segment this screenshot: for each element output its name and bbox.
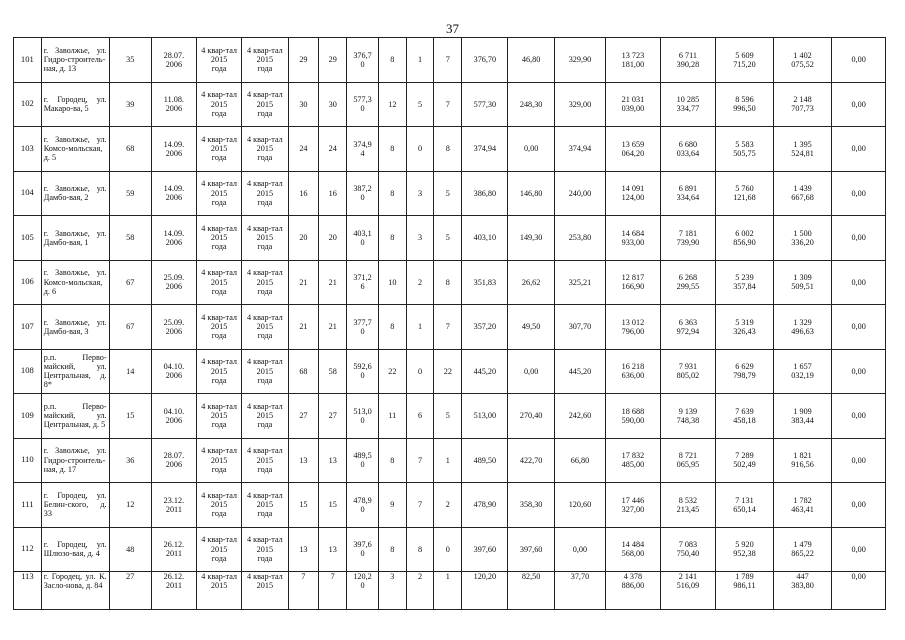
private-premises-cell: 6: [406, 394, 434, 439]
municipal-premises-cell: 7: [434, 82, 462, 127]
municipal-area-cell: 120,60: [554, 483, 605, 528]
municipal-area-cell: 307,70: [554, 305, 605, 350]
private-area-cell: 82,50: [508, 572, 554, 610]
premises-count-cell: 9: [378, 483, 406, 528]
local-cost-cell: 1 309 509,51: [773, 260, 832, 305]
cost-total-cell: 17 446 327,00: [606, 483, 660, 528]
premises-count-cell: 22: [378, 349, 406, 394]
private-premises-cell: 7: [406, 483, 434, 528]
residents-resettled-cell: 21: [319, 260, 347, 305]
area-total-cell: 120,2 0: [347, 572, 379, 610]
private-area-cell: 0,00: [508, 127, 554, 172]
residents-resettled-cell: 21: [319, 305, 347, 350]
local-cost-cell: 447 383,80: [773, 572, 832, 610]
private-premises-cell: 5: [406, 82, 434, 127]
apartment-count-cell: 68: [109, 127, 151, 172]
regional-cost-cell: 8 596 996,50: [716, 82, 774, 127]
row-number: 101: [14, 38, 42, 83]
premises-count-cell: 11: [378, 394, 406, 439]
date-cell: 04.10. 2006: [151, 394, 196, 439]
planned-quarter-cell: 4 квар-тал 2015 года: [197, 438, 242, 483]
premises-count-cell: 8: [378, 216, 406, 261]
cost-total-cell: 14 684 933,00: [606, 216, 660, 261]
area-cell: 489,50: [462, 438, 508, 483]
cost-total-cell: 12 817 166,90: [606, 260, 660, 305]
row-number: 113: [14, 572, 42, 610]
actual-quarter-cell: 4 квар-тал 2015 года: [242, 438, 288, 483]
residents-cell: 24: [288, 127, 319, 172]
private-area-cell: 26,62: [508, 260, 554, 305]
regional-cost-cell: 5 239 357,84: [716, 260, 774, 305]
fund-cost-cell: 6 891 334,64: [660, 171, 716, 216]
regional-cost-cell: 7 639 458,18: [716, 394, 774, 439]
row-number: 104: [14, 171, 42, 216]
private-area-cell: 49,50: [508, 305, 554, 350]
row-number: 108: [14, 349, 42, 394]
table-row: [14, 394, 886, 439]
area-total-cell: 577,3 0: [347, 82, 379, 127]
planned-quarter-cell: 4 квар-тал 2015 года: [197, 394, 242, 439]
residents-cell: 13: [288, 527, 319, 572]
address-cell: р.п. Перво-майский, ул. Центральная, д. 8*: [41, 349, 109, 394]
municipal-area-cell: 253,80: [554, 216, 605, 261]
apartment-count-cell: 48: [109, 527, 151, 572]
regional-cost-cell: 5 609 715,20: [716, 38, 774, 83]
premises-count-cell: 10: [378, 260, 406, 305]
area-cell: 386,80: [462, 171, 508, 216]
fund-cost-cell: 6 268 299,55: [660, 260, 716, 305]
cost-total-cell: 4 378 886,00: [606, 572, 660, 610]
area-total-cell: 478,9 0: [347, 483, 379, 528]
extra-cost-cell: 0,00: [832, 38, 886, 83]
planned-quarter-cell: 4 квар-тал 2015 года: [197, 260, 242, 305]
table-row: [14, 438, 886, 483]
municipal-premises-cell: 0: [434, 527, 462, 572]
planned-quarter-cell: 4 квар-тал 2015 года: [197, 38, 242, 83]
area-cell: 478,90: [462, 483, 508, 528]
area-total-cell: 377,7 0: [347, 305, 379, 350]
address-cell: г. Заволжье, ул. Гидро-строитель-ная, д. 17: [41, 438, 109, 483]
residents-cell: 13: [288, 438, 319, 483]
municipal-premises-cell: 8: [434, 260, 462, 305]
residents-cell: 68: [288, 349, 319, 394]
private-premises-cell: 3: [406, 216, 434, 261]
fund-cost-cell: 8 721 065,95: [660, 438, 716, 483]
regional-cost-cell: 6 002 856,90: [716, 216, 774, 261]
municipal-premises-cell: 2: [434, 483, 462, 528]
private-area-cell: 0,00: [508, 349, 554, 394]
residents-cell: 27: [288, 394, 319, 439]
planned-quarter-cell: 4 квар-тал 2015 года: [197, 305, 242, 350]
municipal-area-cell: 0,00: [554, 527, 605, 572]
planned-quarter-cell: 4 квар-тал 2015 года: [197, 527, 242, 572]
private-premises-cell: 3: [406, 171, 434, 216]
planned-quarter-cell: 4 квар-тал 2015 года: [197, 82, 242, 127]
area-total-cell: 371,2 6: [347, 260, 379, 305]
actual-quarter-cell: 4 квар-тал 2015 года: [242, 349, 288, 394]
table-row: [14, 349, 886, 394]
residents-cell: 7: [288, 572, 319, 610]
fund-cost-cell: 7 181 739,90: [660, 216, 716, 261]
municipal-premises-cell: 22: [434, 349, 462, 394]
regional-cost-cell: 7 289 502,49: [716, 438, 774, 483]
row-number: 112: [14, 527, 42, 572]
date-cell: 25.09. 2006: [151, 305, 196, 350]
residents-resettled-cell: 7: [319, 572, 347, 610]
private-premises-cell: 1: [406, 305, 434, 350]
area-total-cell: 387,2 0: [347, 171, 379, 216]
premises-count-cell: 3: [378, 572, 406, 610]
municipal-premises-cell: 5: [434, 171, 462, 216]
date-cell: 26.12. 2011: [151, 527, 196, 572]
area-cell: 513,00: [462, 394, 508, 439]
extra-cost-cell: 0,00: [832, 82, 886, 127]
planned-quarter-cell: 4 квар-тал 2015 года: [197, 483, 242, 528]
address-cell: р.п. Перво-майский, ул. Центральная, д. 5: [41, 394, 109, 439]
extra-cost-cell: 0,00: [832, 216, 886, 261]
date-cell: 28.07. 2006: [151, 438, 196, 483]
area-cell: 357,20: [462, 305, 508, 350]
extra-cost-cell: 0,00: [832, 127, 886, 172]
extra-cost-cell: 0,00: [832, 394, 886, 439]
municipal-area-cell: 325,21: [554, 260, 605, 305]
register-table: [13, 37, 886, 610]
municipal-area-cell: 445,20: [554, 349, 605, 394]
planned-quarter-cell: 4 квар-тал 2015 года: [197, 349, 242, 394]
date-cell: 11.08. 2006: [151, 82, 196, 127]
date-cell: 14.09. 2006: [151, 127, 196, 172]
address-cell: г. Заволжье, ул. Комсо-мольская, д. 6: [41, 260, 109, 305]
actual-quarter-cell: 4 квар-тал 2015 года: [242, 171, 288, 216]
regional-cost-cell: 5 583 505,75: [716, 127, 774, 172]
regional-cost-cell: 1 789 986,11: [716, 572, 774, 610]
extra-cost-cell: 0,00: [832, 305, 886, 350]
municipal-area-cell: 66,80: [554, 438, 605, 483]
local-cost-cell: 1 909 383,44: [773, 394, 832, 439]
fund-cost-cell: 7 931 805,02: [660, 349, 716, 394]
private-premises-cell: 0: [406, 349, 434, 394]
residents-cell: 21: [288, 305, 319, 350]
private-area-cell: 422,70: [508, 438, 554, 483]
area-total-cell: 376,7 0: [347, 38, 379, 83]
fund-cost-cell: 6 711 390,28: [660, 38, 716, 83]
row-number: 110: [14, 438, 42, 483]
actual-quarter-cell: 4 квар-тал 2015 года: [242, 82, 288, 127]
date-cell: 04.10. 2006: [151, 349, 196, 394]
extra-cost-cell: 0,00: [832, 171, 886, 216]
actual-quarter-cell: 4 квар-тал 2015 года: [242, 483, 288, 528]
private-premises-cell: 7: [406, 438, 434, 483]
private-premises-cell: 0: [406, 127, 434, 172]
cost-total-cell: 14 091 124,00: [606, 171, 660, 216]
table-row: [14, 572, 886, 610]
apartment-count-cell: 27: [109, 572, 151, 610]
apartment-count-cell: 59: [109, 171, 151, 216]
private-area-cell: 358,30: [508, 483, 554, 528]
area-cell: 577,30: [462, 82, 508, 127]
private-area-cell: 397,60: [508, 527, 554, 572]
extra-cost-cell: 0,00: [832, 349, 886, 394]
residents-resettled-cell: 15: [319, 483, 347, 528]
planned-quarter-cell: 4 квар-тал 2015 года: [197, 171, 242, 216]
local-cost-cell: 1 439 667,68: [773, 171, 832, 216]
local-cost-cell: 1 500 336,20: [773, 216, 832, 261]
fund-cost-cell: 10 285 334,77: [660, 82, 716, 127]
premises-count-cell: 12: [378, 82, 406, 127]
apartment-count-cell: 58: [109, 216, 151, 261]
regional-cost-cell: 6 629 798,79: [716, 349, 774, 394]
municipal-premises-cell: 7: [434, 38, 462, 83]
address-cell: г. Заволжье, ул. Дамбо-вая, 2: [41, 171, 109, 216]
apartment-count-cell: 14: [109, 349, 151, 394]
residents-cell: 21: [288, 260, 319, 305]
residents-cell: 15: [288, 483, 319, 528]
table-row: [14, 527, 886, 572]
area-total-cell: 489,5 0: [347, 438, 379, 483]
planned-quarter-cell: 4 квар-тал 2015 года: [197, 216, 242, 261]
residents-resettled-cell: 13: [319, 527, 347, 572]
address-cell: г. Городец, ул. Макаро-ва, 5: [41, 82, 109, 127]
residents-resettled-cell: 16: [319, 171, 347, 216]
municipal-area-cell: 240,00: [554, 171, 605, 216]
cost-total-cell: 13 659 064,20: [606, 127, 660, 172]
area-cell: 351,83: [462, 260, 508, 305]
apartment-count-cell: 67: [109, 305, 151, 350]
local-cost-cell: 1 657 032,19: [773, 349, 832, 394]
extra-cost-cell: 0,00: [832, 438, 886, 483]
row-number: 107: [14, 305, 42, 350]
regional-cost-cell: 5 760 121,68: [716, 171, 774, 216]
cost-total-cell: 21 031 039,00: [606, 82, 660, 127]
private-premises-cell: 2: [406, 572, 434, 610]
apartment-count-cell: 35: [109, 38, 151, 83]
table-row: [14, 38, 886, 83]
planned-quarter-cell: 4 квар-тал 2015: [197, 572, 242, 610]
residents-resettled-cell: 20: [319, 216, 347, 261]
local-cost-cell: 1 395 524,81: [773, 127, 832, 172]
private-area-cell: 149,30: [508, 216, 554, 261]
fund-cost-cell: 7 083 750,40: [660, 527, 716, 572]
actual-quarter-cell: 4 квар-тал 2015 года: [242, 527, 288, 572]
area-total-cell: 397,6 0: [347, 527, 379, 572]
area-cell: 376,70: [462, 38, 508, 83]
residents-resettled-cell: 58: [319, 349, 347, 394]
private-premises-cell: 1: [406, 38, 434, 83]
address-cell: г. Заволжье, ул. Комсо-мольская, д. 5: [41, 127, 109, 172]
residents-cell: 16: [288, 171, 319, 216]
row-number: 106: [14, 260, 42, 305]
area-cell: 403,10: [462, 216, 508, 261]
premises-count-cell: 8: [378, 127, 406, 172]
premises-count-cell: 8: [378, 171, 406, 216]
private-premises-cell: 2: [406, 260, 434, 305]
actual-quarter-cell: 4 квар-тал 2015 года: [242, 38, 288, 83]
private-area-cell: 146,80: [508, 171, 554, 216]
address-cell: г. Заволжье, ул. Гидро-строитель-ная, д. 13: [41, 38, 109, 83]
premises-count-cell: 8: [378, 527, 406, 572]
date-cell: 25.09. 2006: [151, 260, 196, 305]
date-cell: 14.09. 2006: [151, 171, 196, 216]
extra-cost-cell: 0,00: [832, 260, 886, 305]
apartment-count-cell: 39: [109, 82, 151, 127]
premises-count-cell: 8: [378, 38, 406, 83]
extra-cost-cell: 0,00: [832, 483, 886, 528]
private-area-cell: 248,30: [508, 82, 554, 127]
area-total-cell: 513,0 0: [347, 394, 379, 439]
cost-total-cell: 13 012 796,00: [606, 305, 660, 350]
local-cost-cell: 2 148 707,73: [773, 82, 832, 127]
residents-resettled-cell: 30: [319, 82, 347, 127]
municipal-premises-cell: 5: [434, 216, 462, 261]
residents-resettled-cell: 29: [319, 38, 347, 83]
area-total-cell: 403,1 0: [347, 216, 379, 261]
cost-total-cell: 16 218 636,00: [606, 349, 660, 394]
municipal-area-cell: 37,70: [554, 572, 605, 610]
premises-count-cell: 8: [378, 305, 406, 350]
municipal-area-cell: 329,00: [554, 82, 605, 127]
local-cost-cell: 1 782 463,41: [773, 483, 832, 528]
premises-count-cell: 8: [378, 438, 406, 483]
residents-resettled-cell: 24: [319, 127, 347, 172]
local-cost-cell: 1 402 075,52: [773, 38, 832, 83]
apartment-count-cell: 36: [109, 438, 151, 483]
fund-cost-cell: 8 532 213,45: [660, 483, 716, 528]
date-cell: 28.07. 2006: [151, 38, 196, 83]
area-cell: 445,20: [462, 349, 508, 394]
table-row: [14, 483, 886, 528]
area-total-cell: 374,9 4: [347, 127, 379, 172]
address-cell: г. Городец, ул. Белин-ского, д. 33: [41, 483, 109, 528]
row-number: 105: [14, 216, 42, 261]
row-number: 111: [14, 483, 42, 528]
private-premises-cell: 8: [406, 527, 434, 572]
municipal-area-cell: 374,94: [554, 127, 605, 172]
municipal-area-cell: 242,60: [554, 394, 605, 439]
residents-cell: 29: [288, 38, 319, 83]
residents-cell: 30: [288, 82, 319, 127]
local-cost-cell: 1 329 496,63: [773, 305, 832, 350]
municipal-premises-cell: 1: [434, 572, 462, 610]
fund-cost-cell: 9 139 748,38: [660, 394, 716, 439]
table-row: [14, 171, 886, 216]
municipal-premises-cell: 5: [434, 394, 462, 439]
table-row: [14, 305, 886, 350]
date-cell: 23.12. 2011: [151, 483, 196, 528]
fund-cost-cell: 6 680 033,64: [660, 127, 716, 172]
actual-quarter-cell: 4 квар-тал 2015 года: [242, 260, 288, 305]
area-cell: 120,20: [462, 572, 508, 610]
cost-total-cell: 14 484 568,00: [606, 527, 660, 572]
residents-cell: 20: [288, 216, 319, 261]
page-number: 37: [446, 21, 459, 36]
row-number: 103: [14, 127, 42, 172]
area-cell: 397,60: [462, 527, 508, 572]
table-row: [14, 216, 886, 261]
row-number: 109: [14, 394, 42, 439]
actual-quarter-cell: 4 квар-тал 2015 года: [242, 394, 288, 439]
fund-cost-cell: 2 141 516,09: [660, 572, 716, 610]
planned-quarter-cell: 4 квар-тал 2015 года: [197, 127, 242, 172]
regional-cost-cell: 7 131 650,14: [716, 483, 774, 528]
address-cell: г. Городец, ул. К. Засло-нова, д. 84: [41, 572, 109, 610]
residents-resettled-cell: 27: [319, 394, 347, 439]
fund-cost-cell: 6 363 972,94: [660, 305, 716, 350]
municipal-premises-cell: 7: [434, 305, 462, 350]
area-cell: 374,94: [462, 127, 508, 172]
address-cell: г. Заволжье, ул. Дамбо-вая, 1: [41, 216, 109, 261]
extra-cost-cell: 0,00: [832, 572, 886, 610]
regional-cost-cell: 5 319 326,43: [716, 305, 774, 350]
actual-quarter-cell: 4 квар-тал 2015 года: [242, 305, 288, 350]
cost-total-cell: 13 723 181,00: [606, 38, 660, 83]
local-cost-cell: 1 479 865,22: [773, 527, 832, 572]
cost-total-cell: 17 832 485,00: [606, 438, 660, 483]
table-row: [14, 260, 886, 305]
apartment-count-cell: 15: [109, 394, 151, 439]
actual-quarter-cell: 4 квар-тал 2015 года: [242, 127, 288, 172]
actual-quarter-cell: 4 квар-тал 2015 года: [242, 216, 288, 261]
table-row: [14, 82, 886, 127]
area-total-cell: 592,6 0: [347, 349, 379, 394]
municipal-premises-cell: 8: [434, 127, 462, 172]
address-cell: г. Заволжье, ул. Дамбо-вая, 3: [41, 305, 109, 350]
date-cell: 14.09. 2006: [151, 216, 196, 261]
extra-cost-cell: 0,00: [832, 527, 886, 572]
municipal-area-cell: 329,90: [554, 38, 605, 83]
apartment-count-cell: 12: [109, 483, 151, 528]
private-area-cell: 270,40: [508, 394, 554, 439]
regional-cost-cell: 5 920 952,38: [716, 527, 774, 572]
table-row: [14, 127, 886, 172]
residents-resettled-cell: 13: [319, 438, 347, 483]
local-cost-cell: 1 821 916,56: [773, 438, 832, 483]
cost-total-cell: 18 688 590,00: [606, 394, 660, 439]
actual-quarter-cell: 4 квар-тал 2015: [242, 572, 288, 610]
municipal-premises-cell: 1: [434, 438, 462, 483]
private-area-cell: 46,80: [508, 38, 554, 83]
address-cell: г. Городец, ул. Шлюзо-вая, д. 4: [41, 527, 109, 572]
apartment-count-cell: 67: [109, 260, 151, 305]
date-cell: 26.12. 2011: [151, 572, 196, 610]
row-number: 102: [14, 82, 42, 127]
